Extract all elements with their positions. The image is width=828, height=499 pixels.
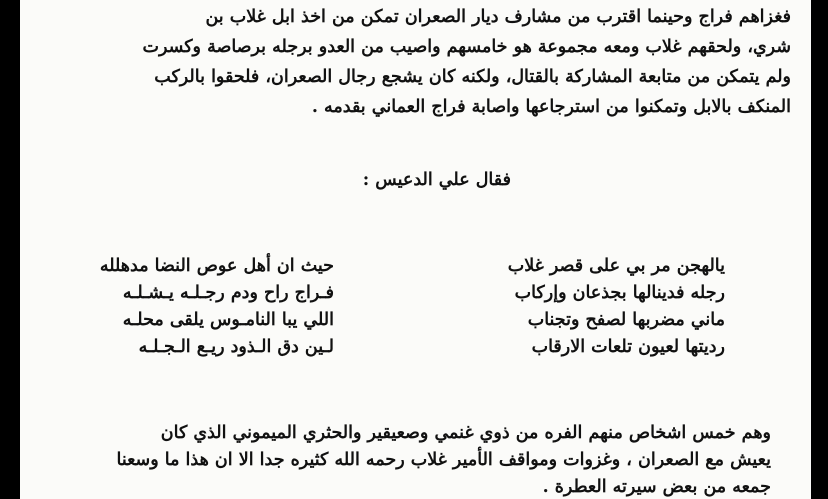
verse-line: فـراج راح ودم رجـلـه يـشـلـه	[122, 283, 334, 303]
verse-line: رديتها لعيون تلعات الارقاب	[531, 337, 725, 357]
paragraph-line: يعيش مع الصعران ، وغزوات ومواقف الأمير غلاب رحمه الله كثيره جدا الا ان هذا ما وسعنا	[116, 450, 771, 470]
poem-right-hemistichs	[508, 253, 725, 361]
paragraph-line: ولم يتمكن من متابعة المشاركة بالقتال، ولكنه كان يشجع رجال الصعران، فلحقوا بالركب	[154, 67, 791, 87]
scanned-page	[20, 0, 811, 499]
paragraph-line: شري، ولحقهم غلاب ومعه مجموعة هو خامسهم واصيب من العدو برجله برصاصة وكسرت	[142, 37, 791, 57]
paragraph-line: وهم خمس اشخاص منهم الفره من ذوي غنمي وصعيقير والحثري الميموني الذي كان	[160, 423, 771, 443]
poem-left-hemistichs	[100, 253, 334, 361]
paragraph-line: فغزاهم فراج وحينما اقترب من مشارف ديار الصعران تمكن من اخذ ابل غلاب بن	[205, 7, 791, 27]
paragraph-closing	[51, 420, 771, 499]
verse-line: يالهجن مر بي على قصر غلاب	[507, 256, 725, 276]
paragraph-line: المنكف بالابل وتمكنوا من استرجاعها واصابة فراج العماني بقدمه .	[311, 97, 791, 117]
verse-line: حيث ان أهل عوص النضا مدهلله	[99, 256, 334, 276]
verse-line: لـين دق الـذود ريـع الـجـلـه	[138, 337, 334, 357]
verse-line: رجله فدينالها بجذعان وإركاب	[514, 283, 725, 303]
paragraph-line: جمعه من بعض سيرته العطرة .	[542, 477, 771, 497]
verse-line: ماني مضربها لصفح وتجناب	[527, 310, 725, 330]
paragraph-intro	[51, 2, 791, 122]
poem-attribution: فقال علي الدعيس :	[362, 170, 511, 190]
verse-line: اللي يبا النامـوس يلقى محلـه	[122, 310, 334, 330]
